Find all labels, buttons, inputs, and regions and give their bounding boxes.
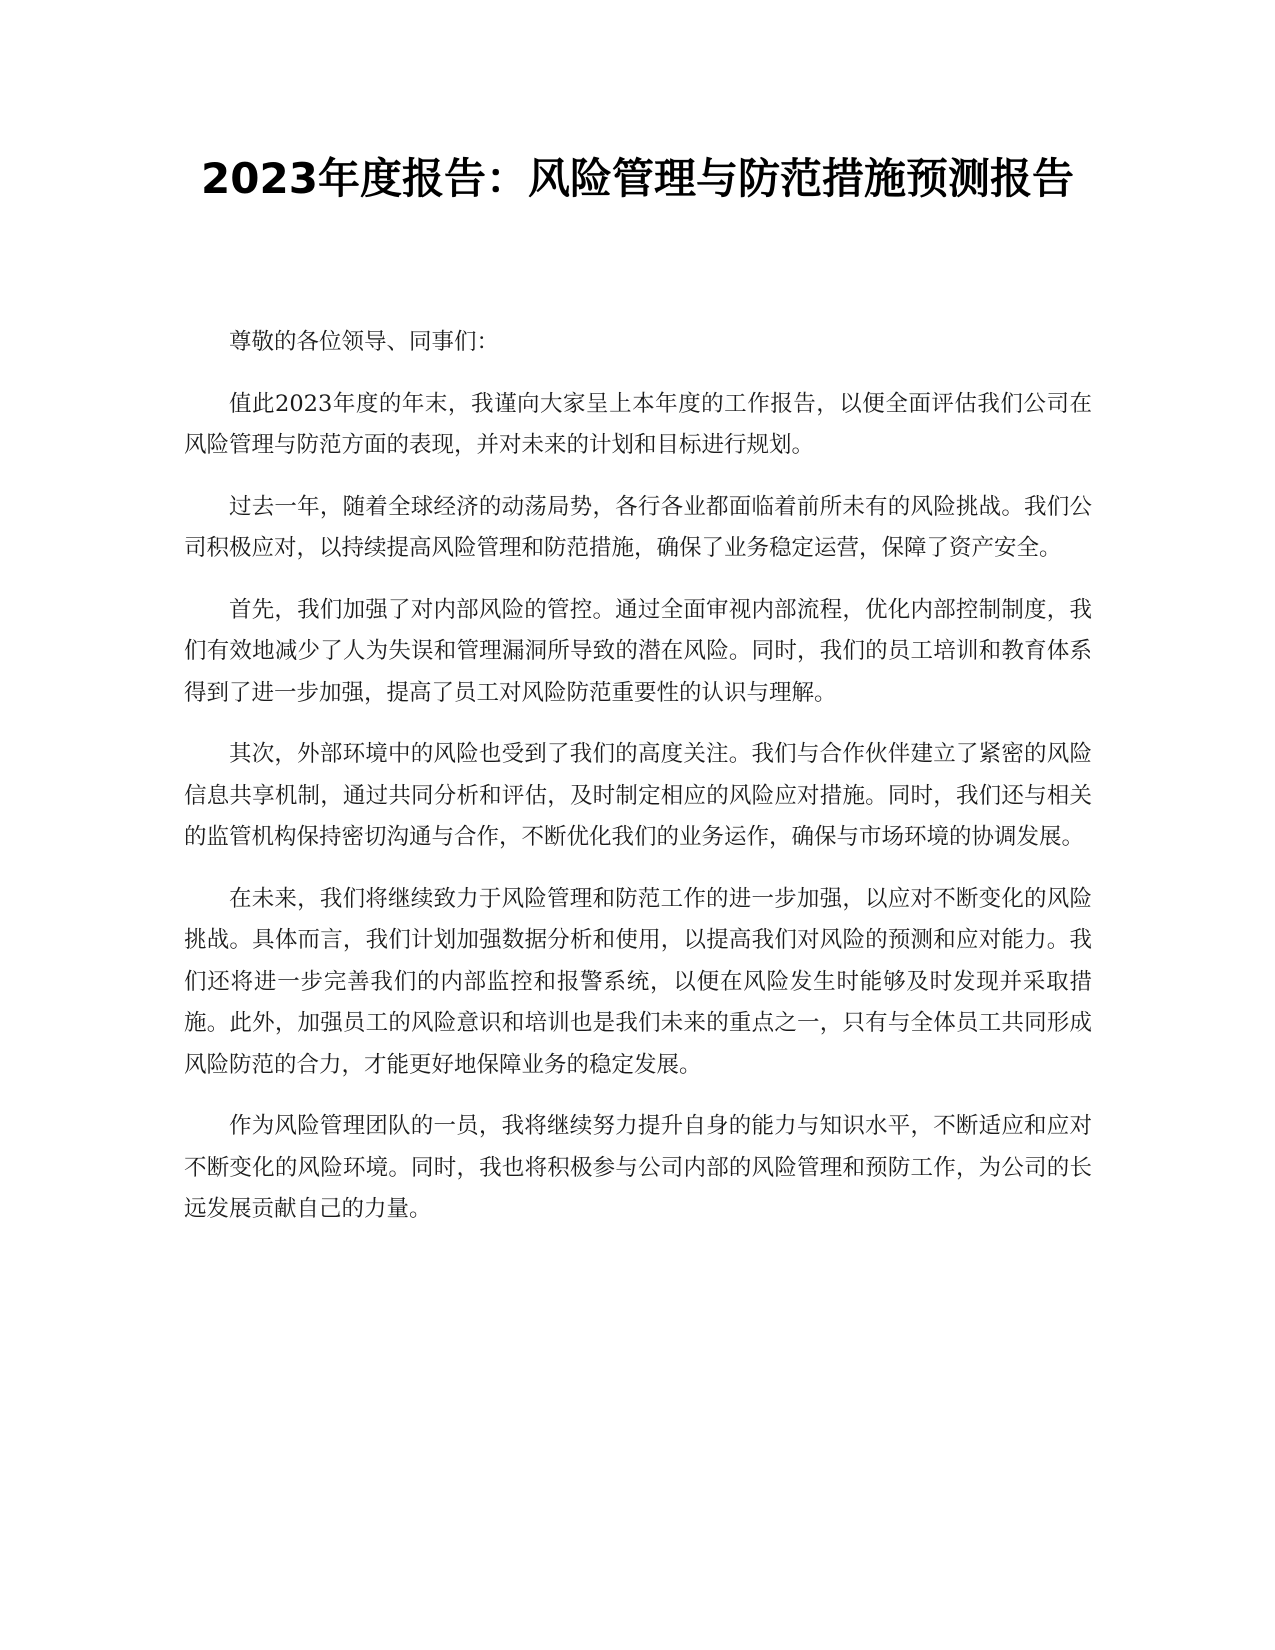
- body-paragraph: 首先，我们加强了对内部风险的管控。通过全面审视内部流程，优化内部控制制度，我们有效地减少了人为失误和管理漏洞所导致的潜在风险。同时，我们的员工培训和教育体系得到了进一步加强，提高了员工对风险防范重要性的认识与理解。: [184, 596, 1092, 706]
- body-paragraph: 过去一年，随着全球经济的动荡局势，各行各业都面临着前所未有的风险挑战。我们公司积极应对，以持续提高风险管理和防范措施，确保了业务稳定运营，保障了资产安全。: [184, 493, 1092, 561]
- body-paragraph: 其次，外部环境中的风险也受到了我们的高度关注。我们与合作伙伴建立了紧密的风险信息共享机制，通过共同分析和评估，及时制定相应的风险应对措施。同时，我们还与相关的监管机构保持密切沟通与合作，不断优化我们的业务运作，确保与市场环境的协调发展。: [184, 741, 1092, 850]
- document-body: [184, 322, 1092, 1251]
- body-paragraph: 作为风险管理团队的一员，我将继续努力提升自身的能力与知识水平，不断适应和应对不断变化的风险环境。同时，我也将积极参与公司内部的风险管理和预防工作，为公司的长远发展贡献自己的力量。: [184, 1113, 1092, 1222]
- salutation-paragraph: 尊敬的各位领导、同事们：: [229, 329, 500, 355]
- body-paragraph: 值此2023年度的年末，我谨向大家呈上本年度的工作报告，以便全面评估我们公司在风险管理与防范方面的表现，并对未来的计划和目标进行规划。: [184, 390, 1092, 458]
- document-title: 2023年度报告：风险管理与防范措施预测报告: [201, 154, 1074, 203]
- body-paragraph: 在未来，我们将继续致力于风险管理和防范工作的进一步加强，以应对不断变化的风险挑战。具体而言，我们计划加强数据分析和使用，以提高我们对风险的预测和应对能力。我们还将进一步完善我们的内部监控和报警系统，以便在风险发生时能够及时发现并采取措施。此外，加强员工的风险意识和培训也是我们未来的重点之一，只有与全体员工共同形成风险防范的合力，才能更好地保障业务的稳定发展。: [184, 885, 1092, 1078]
